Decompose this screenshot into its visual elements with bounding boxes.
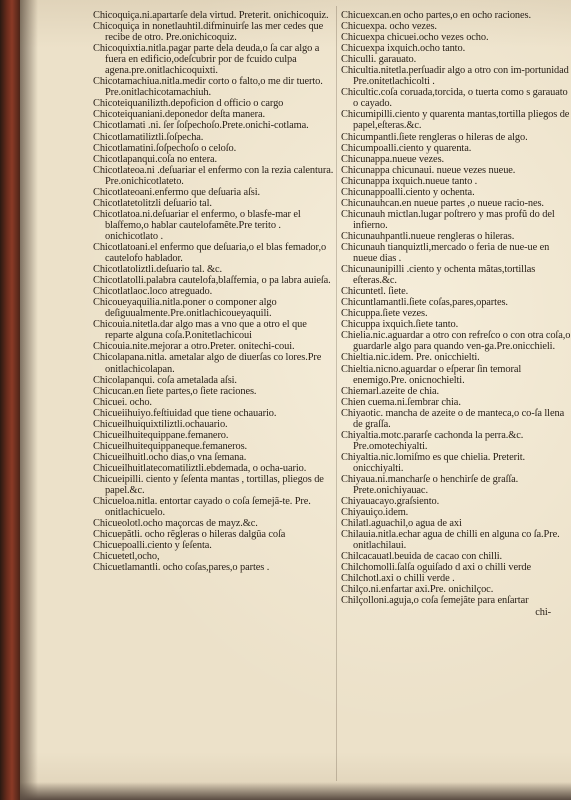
dictionary-entry: Chicotlatoani.el enfermo que deſuaria,o el blas femador,o cautelofo hablador.: [93, 241, 327, 265]
dictionary-entry: Chicumpantli.ſiete rengleras o hileras de algo.: [341, 131, 528, 143]
dictionary-entry: Chicultia.nitetla.perſuadir algo a otro con im-portunidad Pre.onitetlachicolti .: [341, 65, 569, 88]
dictionary-entry: Chilcacauatl.beuida de cacao con chilli.: [341, 551, 503, 563]
dictionary-entry: Chicotlatoa.ni.deſuariar el enfermo, o blasfe-mar el blaſfemo,o hablar cautelofamẽte.Pre terito . onichicotlato .: [93, 208, 301, 242]
dictionary-entry: Chicueilhuiquixtiliztli.ochauario.: [93, 418, 228, 430]
dictionary-entry: Chielia.nic.aguardar a otro con refreſco o con otra coſa,o guardarle algo para quando ven-ga.Pre.onicchieli.: [341, 330, 571, 353]
dictionary-entry: Chicumpoalli.ciento y quarenta.: [341, 142, 472, 154]
dictionary-entry: Chicumipilli.ciento y quarenta mantas,tortilla pliegos de papel,eſteras.&c.: [341, 109, 570, 132]
dictionary-entry: Chicueilhuitl.ocho dias,o vna ſemana.: [93, 451, 247, 463]
catchword: chi-: [535, 606, 551, 618]
dictionary-entry: Chiyaotic. mancha de azeite o de manteca,o co-ſa llena de graſſa.: [341, 407, 565, 430]
dictionary-entry: Chicotamachiua.nitla.medir corto o falto,o me dir tuerto. Pre.onitlachicotamachiuh.: [93, 76, 323, 99]
dictionary-entry: Chicuntlamantli.ſiete coſas,pares,opartes.: [341, 297, 508, 309]
dictionary-entry: Chicotlamati .ni. ſer ſoſpechoſo.Prete.onichi-cotlama.: [93, 120, 309, 132]
dictionary-entry: Chicouia.nite.mejorar a otro.Preter. onitechi-coui.: [93, 341, 295, 353]
dictionary-entry: Chiemarl.azeite de chia.: [341, 385, 439, 397]
dictionary-entry: Chiculli. garauato.: [341, 54, 417, 66]
dictionary-entry: Chicunauhcan.en nueue partes ,o nueue racio-nes.: [341, 197, 544, 209]
dictionary-entry: Chicunappoalli.ciento y ochenta.: [341, 186, 475, 198]
dictionary-entry: Chilço.ni.enfartar axi.Pre. onichilçoc.: [341, 584, 494, 596]
column-divider: [336, 6, 337, 781]
dictionary-entry: Chicuppa.ſiete vezes.: [341, 308, 428, 320]
dictionary-entry: Chicotlatlaoc.loco atreguado.: [93, 286, 213, 298]
dictionary-entry: Chicolapanqui. coſa ametalada aſsi.: [93, 374, 237, 386]
dictionary-entry: Chiyaltia.motc.pararſe cachonda la perra.&c. Pre.omotechiyalti.: [341, 429, 524, 452]
dictionary-entry: Chicuntetl. ſiete.: [341, 286, 409, 298]
dictionary-entry: Chicoquiça in nonetlauhtil.difminuirſe las mer cedes que recibe de otro. Pre.onichicoquiz.: [93, 21, 324, 44]
dictionary-entry: Chicueilhuitequippaneque.femaneros.: [93, 440, 248, 452]
dictionary-entry: Chicuepãtli. ocho rẽgleras o hileras dalgũa coſa: [93, 529, 286, 541]
dictionary-entry: Chicueilhuitequippane.femanero.: [93, 429, 229, 441]
book-spine: [0, 0, 20, 800]
dictionary-entry: Chicolapana.nitla. ametalar algo de diuerſas co lores.Pre onitlachicolapan.: [93, 352, 322, 375]
dictionary-entry: Chiyauacayo.graſsiento.: [341, 496, 440, 508]
dictionary-entry: Chicuexpa ixquich.ocho tanto.: [341, 43, 466, 55]
dictionary-entry: Chicueipilli. ciento y ſeſenta mantas , tortillas, pliegos de papel.&c.: [93, 473, 324, 497]
dictionary-entry: Chicunappa.nueue vezes.: [341, 153, 445, 165]
dictionary-entry: Chicunappa chicunaui. nueue vezes nueue.: [341, 164, 516, 176]
dictionary-entry: Chilchotl.axi o chilli verde .: [341, 573, 455, 585]
left-column: [93, 10, 334, 573]
dictionary-entry: Chicuppa ixquich.ſiete tanto.: [341, 319, 459, 331]
dictionary-entry: Chicuetetl,ocho,: [93, 551, 160, 563]
dictionary-entry: Chicotlapanqui.coſa no entera.: [93, 153, 217, 165]
dictionary-entry: Chicotlatolli.palabra cautelofa,blaſfemia, o pa labra auieſa.: [93, 275, 331, 287]
dictionary-entry: Chicueilhuitlatecomatiliztli.ebdemada, o ocha-uario.: [93, 462, 307, 474]
dictionary-entry: Chieltia.nic.idem. Pre. onicchielti.: [341, 352, 480, 364]
gutter-shadow: [20, 0, 38, 800]
dictionary-entry: Chiyaltia.nic.lomiſmo es que chielia. Preterit. onicchiyalti.: [341, 451, 526, 474]
dictionary-entry: Chicueiihuiyo.feſtiuidad que tiene ochauario.: [93, 407, 277, 419]
dictionary-entry: Chicoteiquaniani.deponedor deſta manera.: [93, 109, 265, 121]
dictionary-entry: Chicueolotl.ocho maçorcas de mayz.&c.: [93, 518, 258, 530]
dictionary-entry: Chicotlatoliztli.deſuario tal. &c.: [93, 264, 223, 276]
dictionary-entry: Chicotlateoani.enfermo que deſuaria aſsi.: [93, 186, 260, 198]
dictionary-entry: Chicuexcan.en ocho partes,o en ocho raciones.: [341, 10, 531, 21]
dictionary-entry: Chien cuema.ni.ſembrar chia.: [341, 396, 461, 408]
dictionary-entry: Chicuetlamantli. ocho coſas,pares,o partes .: [93, 562, 270, 574]
dictionary-entry: Chicunauh mictlan.lugar poſtrero y mas profũ do del infierno.: [341, 208, 555, 231]
dictionary-entry: Chicueloa.nitla. entortar cayado o coſa ſemejã-te. Pre. onitlachicuelo.: [93, 496, 311, 519]
dictionary-entry: Chilchomolli.ſalſa oguiſado d axi o chilli verde: [341, 562, 531, 574]
dictionary-entry: Chicotlamatiliztli.ſoſpecha.: [93, 131, 204, 143]
dictionary-entry: Chiyaua.ni.mancharſe o henchirſe de graſſa. Prete.onichiyauac.: [341, 473, 519, 497]
dictionary-entry: Chilauia.nitla.echar agua de chilli en alguna co ſa.Pre. onitlachilaui.: [341, 529, 560, 552]
dictionary-entry: Chicoquiça.ni.apartarſe dela virtud. Preterit. onichicoquiz.: [93, 10, 329, 21]
dictionary-entry: Chicotlamatini.ſoſpechoſo o celoſo.: [93, 142, 237, 154]
dictionary-entry: Chicunappa ixquich.nueue tanto .: [341, 175, 478, 187]
dictionary-entry: Chicoueyaquilia.nitla.poner o componer algo deſiguualmente.Pre.onitlachicoueyaquili.: [93, 297, 277, 320]
dictionary-entry: Chicoteiquanilizth.depoficion d officio o cargo: [93, 98, 284, 110]
dictionary-entry: Chicuexpa chicuei.ocho vezes ocho.: [341, 32, 489, 44]
dictionary-entry: Chieltia.nicno.aguardar o eſperar ſin temoral enemigo.Pre. onicnochielti.: [341, 363, 522, 386]
dictionary-entry: Chicunaunipilli .ciento y ochenta mãtas,tortillas eſteras.&c.: [341, 264, 536, 287]
dictionary-entry: Chicultic.coſa coruada,torcida, o tuerta como s garauato o cayado.: [341, 87, 568, 110]
dictionary-entry: Chilatl.aguachil,o agua de axi: [341, 518, 462, 530]
dictionary-entry: Chicotlateoa.ni .deſuariar el enfermo con la rezia calentura. Pre.onichicotlateto.: [93, 164, 334, 187]
page-bottom-edge: [20, 782, 571, 800]
dictionary-entry: Chicuexpa. ocho vezes.: [341, 21, 437, 33]
dictionary-entry: Chicouia.nitetla.dar algo mas a vno que a otro el que reparte alguna coſa.P.onitetlachicoui: [93, 319, 307, 342]
dictionary-entry: Chicoquixtia.nitla.pagar parte dela deuda,o ſa car algo a fuera en edificio,odeſcubrir por de fcuido culpa agena.pre.onitlachicoquixti.: [93, 43, 320, 77]
dictionary-entry: Chicotlatetolitzli deſuario tal.: [93, 197, 212, 209]
right-column: [341, 10, 571, 618]
dictionary-entry: Chilçolloni.aguja,o coſa ſemejãte para enſartar: [341, 595, 529, 607]
dictionary-entry: Chicuepoalli.ciento y ſeſenta.: [93, 540, 212, 552]
dictionary-entry: Chicucan.en ſiete partes,o ſiete raciones.: [93, 385, 257, 397]
dictionary-entry: Chiyauiço.idem.: [341, 507, 409, 519]
dictionary-entry: Chicunauh tianquiztli,mercado o feria de nue-ue en nueue dias .: [341, 241, 550, 265]
dictionary-entry: Chicuei. ocho.: [93, 396, 152, 408]
dictionary-entry: Chicunauhpantli.nueue rengleras o hileras.: [341, 230, 515, 242]
